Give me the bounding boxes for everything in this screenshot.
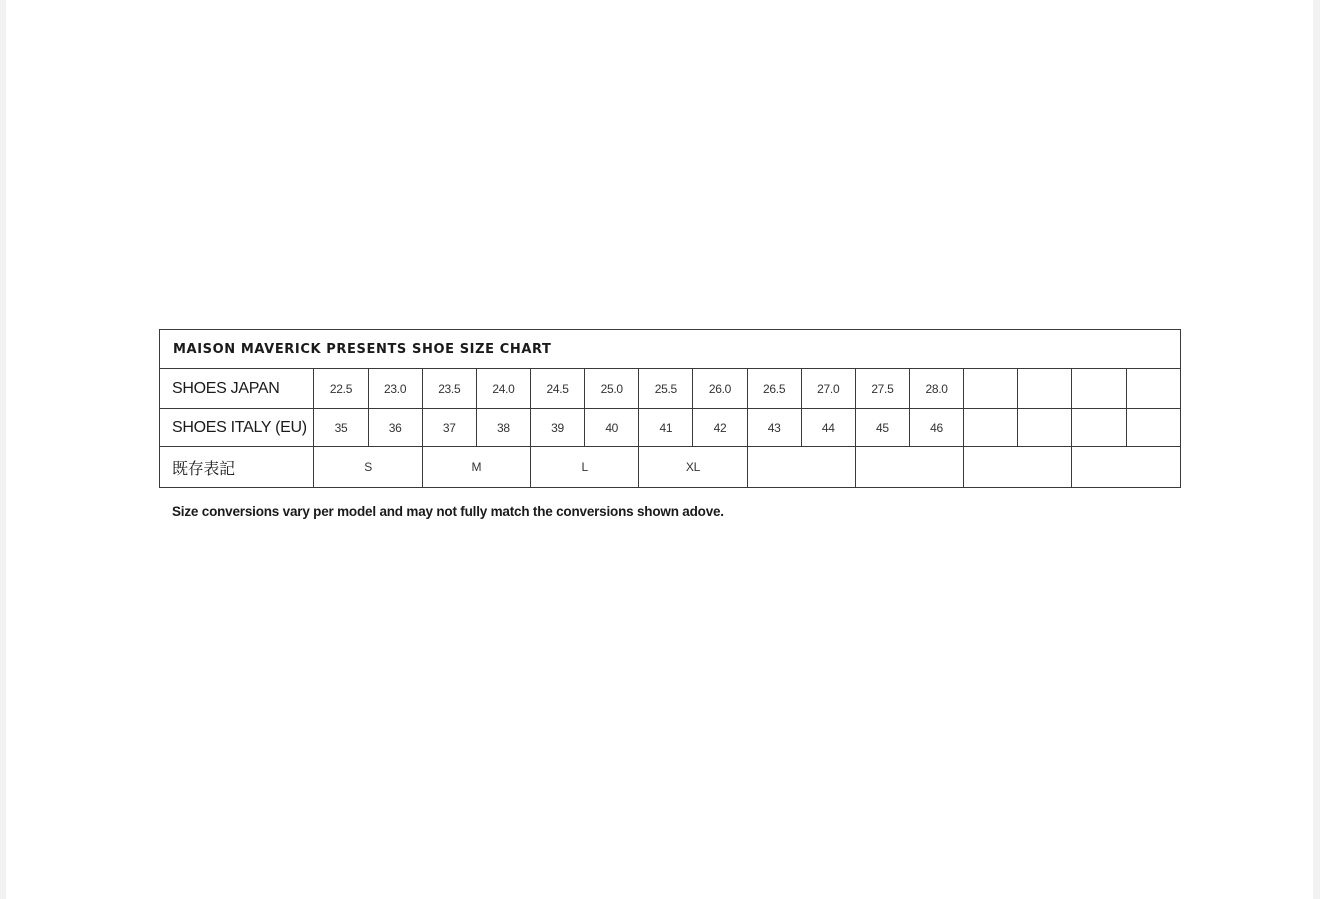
existing-size-cell: L bbox=[530, 447, 638, 488]
shoe-size-chart bbox=[159, 329, 1181, 488]
italy-size-cell: 40 bbox=[585, 409, 639, 447]
existing-size-cell bbox=[964, 447, 1072, 488]
existing-size-cell bbox=[1072, 447, 1181, 488]
italy-size-cell: 46 bbox=[909, 409, 963, 447]
italy-size-cell bbox=[1018, 409, 1072, 447]
japan-size-cell bbox=[1072, 369, 1126, 409]
existing-size-cell bbox=[855, 447, 963, 488]
japan-size-cell: 27.0 bbox=[801, 369, 855, 409]
japan-size-cell: 22.5 bbox=[314, 369, 368, 409]
japan-size-cell bbox=[964, 369, 1018, 409]
japan-size-cell: 24.0 bbox=[476, 369, 530, 409]
italy-size-cell: 36 bbox=[368, 409, 422, 447]
row-label-existing: 既存表記 bbox=[160, 447, 314, 488]
italy-size-cell bbox=[1126, 409, 1180, 447]
japan-size-cell: 24.5 bbox=[530, 369, 584, 409]
japan-size-cell: 27.5 bbox=[855, 369, 909, 409]
italy-size-cell: 38 bbox=[476, 409, 530, 447]
chart-title: MAISON MAVERICK PRESENTS SHOE SIZE CHART bbox=[160, 330, 1181, 369]
japan-size-cell: 25.5 bbox=[639, 369, 693, 409]
row-existing-size bbox=[160, 447, 1181, 488]
size-disclaimer-note: Size conversions vary per model and may not fully match the conversions shown adove. bbox=[172, 504, 724, 519]
existing-size-cell: S bbox=[314, 447, 422, 488]
italy-size-cell: 42 bbox=[693, 409, 747, 447]
italy-size-cell: 44 bbox=[801, 409, 855, 447]
row-label-italy: SHOES ITALY (EU) bbox=[160, 409, 314, 447]
italy-size-cell: 45 bbox=[855, 409, 909, 447]
row-shoes-japan bbox=[160, 369, 1181, 409]
italy-size-cell bbox=[1072, 409, 1126, 447]
japan-size-cell: 28.0 bbox=[909, 369, 963, 409]
japan-size-cell bbox=[1126, 369, 1180, 409]
existing-size-cell: XL bbox=[639, 447, 747, 488]
italy-size-cell bbox=[964, 409, 1018, 447]
japan-size-cell: 23.0 bbox=[368, 369, 422, 409]
italy-size-cell: 37 bbox=[422, 409, 476, 447]
italy-size-cell: 39 bbox=[530, 409, 584, 447]
japan-size-cell: 26.5 bbox=[747, 369, 801, 409]
italy-size-cell: 35 bbox=[314, 409, 368, 447]
japan-size-cell: 25.0 bbox=[585, 369, 639, 409]
japan-size-cell: 23.5 bbox=[422, 369, 476, 409]
japan-size-cell: 26.0 bbox=[693, 369, 747, 409]
row-label-japan: SHOES JAPAN bbox=[160, 369, 314, 409]
document-page bbox=[6, 0, 1313, 899]
title-row bbox=[160, 330, 1181, 369]
italy-size-cell: 43 bbox=[747, 409, 801, 447]
row-shoes-italy bbox=[160, 409, 1181, 447]
japan-size-cell bbox=[1018, 369, 1072, 409]
italy-size-cell: 41 bbox=[639, 409, 693, 447]
existing-size-cell: M bbox=[422, 447, 530, 488]
existing-size-cell bbox=[747, 447, 855, 488]
